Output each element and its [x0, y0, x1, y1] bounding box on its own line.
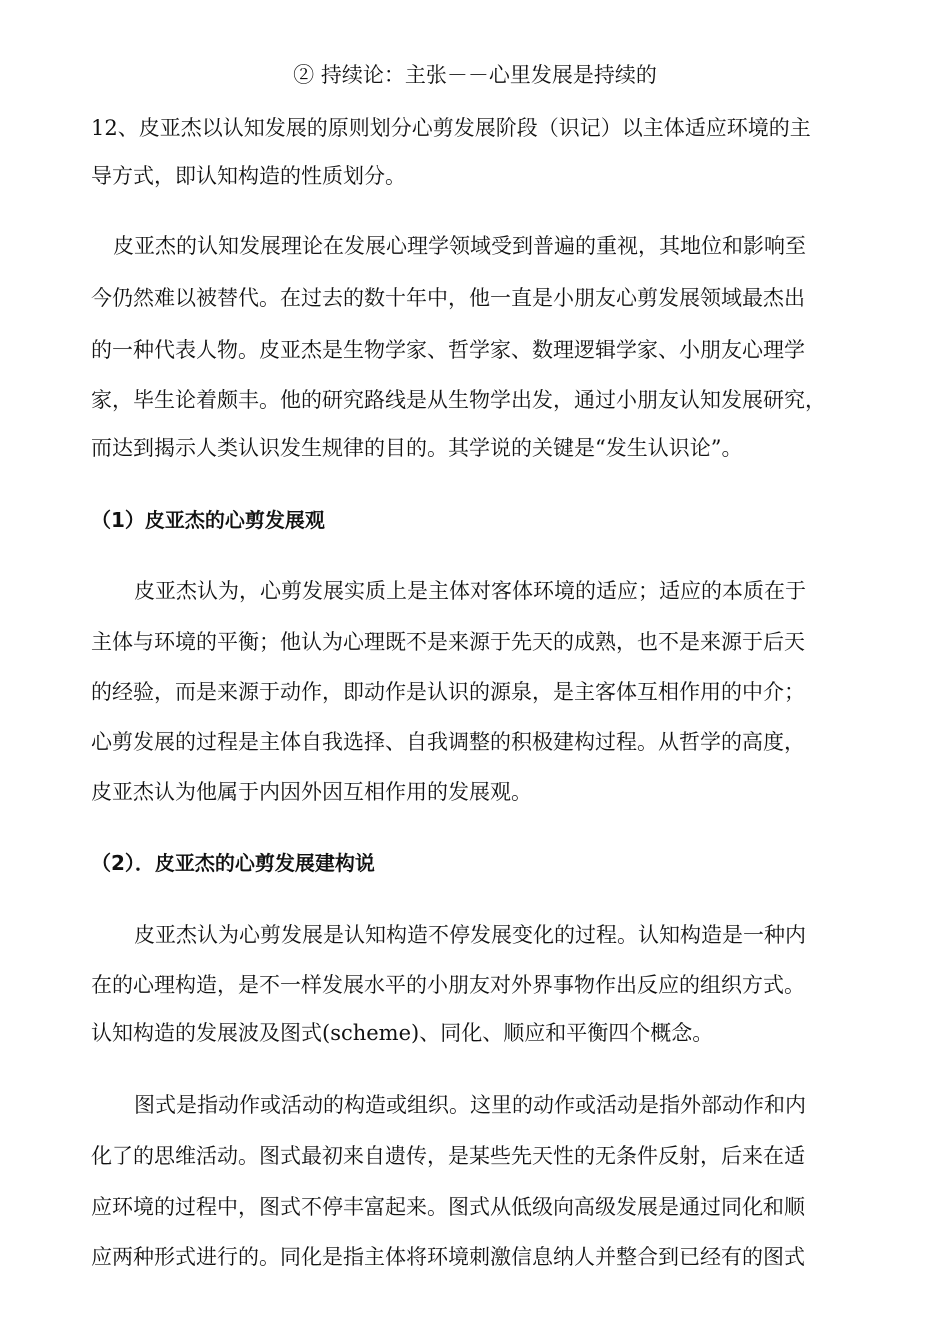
p12-line-1: 12、皮亚杰以认知发展的原则划分心剪发展阶段（识记）以主体适应环境的主 — [91, 116, 811, 140]
section1-line-3: 的经验，而是来源于动作，即动作是认识的源泉，是主客体互相作用的中介； — [91, 680, 805, 704]
heading-continuity: ② 持续论：主张－－心里发展是持续的 — [293, 63, 657, 87]
intro-line-1: 皮亚杰的认知发展理论在发展心理学领域受到普遍的重视，其地位和影响至 — [113, 234, 806, 258]
schema-line-2: 化了的思维活动。图式最初来自遗传，是某些先天性的无条件反射，后来在适 — [91, 1144, 805, 1168]
intro-line-2: 今仍然难以被替代。在过去的数十年中，他一直是小朋友心剪发展领域最杰出 — [91, 286, 805, 310]
section1-line-5: 皮亚杰认为他属于内因外因互相作用的发展观。 — [91, 780, 532, 804]
p12-line-2: 导方式，即认知构造的性质划分。 — [91, 164, 406, 188]
section2-title: （2）．皮亚杰的心剪发展建构说 — [91, 851, 375, 875]
section1-line-4: 心剪发展的过程是主体自我选择、自我调整的积极建构过程。从哲学的高度， — [91, 730, 805, 754]
schema-line-1: 图式是指动作或活动的构造或组织。这里的动作或活动是指外部动作和内 — [134, 1093, 806, 1117]
schema-line-4: 应两种形式进行的。同化是指主体将环境刺激信息纳人并整合到已经有的图式 — [91, 1245, 805, 1269]
section1-title: （1）皮亚杰的心剪发展观 — [91, 508, 325, 532]
section2-line-1: 皮亚杰认为心剪发展是认知构造不停发展变化的过程。认知构造是一种内 — [134, 923, 806, 947]
schema-line-3: 应环境的过程中，图式不停丰富起来。图式从低级向高级发展是通过同化和顺 — [91, 1195, 805, 1219]
intro-line-3: 的一种代表人物。皮亚杰是生物学家、哲学家、数理逻辑学家、小朋友心理学 — [91, 338, 805, 362]
section2-line-2: 在的心理构造，是不一样发展水平的小朋友对外界事物作出反应的组织方式。 — [91, 973, 805, 997]
section2-line-3: 认知构造的发展波及图式(scheme)、同化、顺应和平衡四个概念。 — [91, 1021, 714, 1045]
intro-line-4: 家，毕生论着颇丰。他的研究路线是从生物学出发，通过小朋友认知发展研究， — [91, 388, 826, 412]
intro-line-5: 而达到揭示人类认识发生规律的目的。其学说的关键是“发生认识论”。 — [91, 436, 743, 460]
section1-line-1: 皮亚杰认为，心剪发展实质上是主体对客体环境的适应；适应的本质在于 — [134, 579, 806, 603]
section1-line-2: 主体与环境的平衡；他认为心理既不是来源于先天的成熟，也不是来源于后天 — [91, 630, 805, 654]
